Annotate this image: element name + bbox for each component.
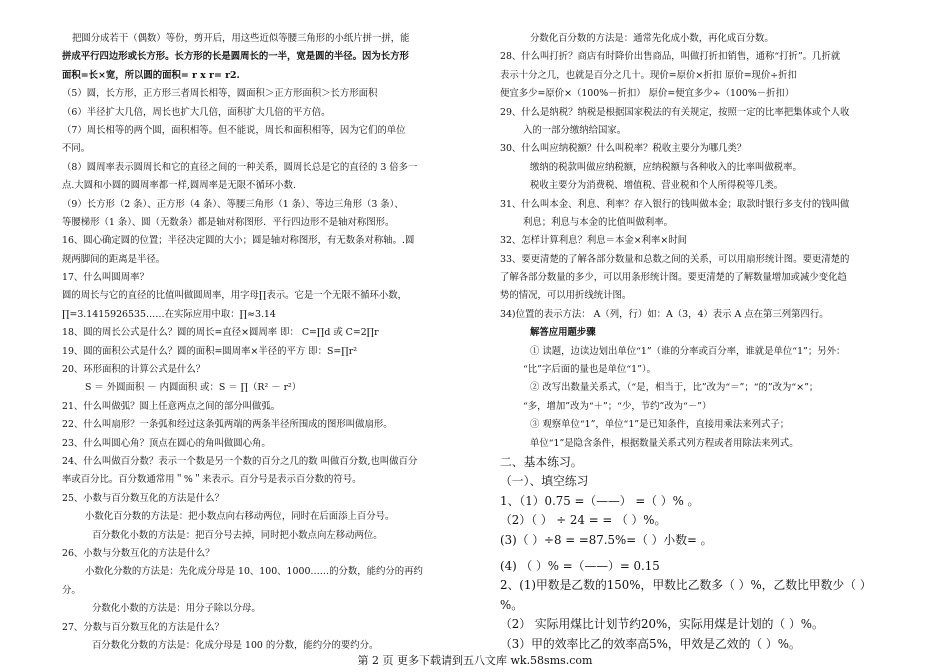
right-column-line-16: 34)位置的表示方法： A（列，行）如：A（3，4）表示 A 点在第三列第四行。 <box>500 308 829 320</box>
left-column-line-30: 小数化分数的方法是：先化成分母是 10、100、1000……的分数，能约分的再约 <box>85 566 423 578</box>
left-column-line-29: 26、小数与分数互化的方法是什么？ <box>62 547 215 559</box>
left-column-line-19: 20、环形面积的计算公式是什么？ <box>62 364 206 376</box>
left-column-line-24: 24、什么叫做百分数？表示一个数是另一个数的百分之几的数 叫做百分数,也叫做百分 <box>62 455 418 467</box>
right-column <box>500 30 900 654</box>
right-column-line-24: 二、基本练习。 <box>500 454 583 469</box>
left-column-line-9: 点.大圆和小圆的圆周率都一样,圆周率是无限不循环小数. <box>62 180 296 192</box>
left-column-line-32: 分数化小数的方法是：用分子除以分母。 <box>92 603 261 615</box>
right-column-line-27: （2）（ ） ÷ 24 = = （ ）%。 <box>500 513 667 528</box>
left-column-line-3: 面积=长×宽，所以圆的面积= r x r= r2. <box>62 69 240 81</box>
right-column-line-2: 28、什么叫打折？商店有时降价出售商品，叫做打折扣销售，通称“打折”。几折就 <box>500 51 841 63</box>
left-column-line-1: 把圆分成若干（偶数）等份，剪开后，用这些近似等腰三角形的小纸片拼一拼，能 <box>72 33 410 44</box>
right-column-line-14: 了解各部分数量的多少，可以用条形统计图。要更清楚的了解数量增加或减少变化趋 <box>500 272 847 284</box>
right-column-line-19: “比”字后面的量也是单位“1”）。 <box>523 364 656 376</box>
right-column-line-21: “多，增加”改为“＋”；“少，节约”改为“－”） <box>523 400 712 412</box>
right-column-line-33: （2） 实际用煤比计划节约20%，实际用煤是计划的（ ）%。 <box>500 617 824 632</box>
left-column-line-34: 百分数化分数的方法是：化成分母是 100 的分数，能约分的要约分。 <box>92 639 379 651</box>
right-column-line-10: 31、什么叫本金、利息、利率？存入银行的钱叫做本金；取款时银行多支付的钱叫做 <box>500 198 850 210</box>
right-column-line-20: ② 改写出数量关系式，（“是，相当于，比”改为“＝”；“的”改为“×”； <box>530 382 819 394</box>
right-column-line-31: 2、(1)甲数是乙数的150%，甲数比乙数多（ ）%，乙数比甲数少（ ） <box>500 578 872 593</box>
right-column-line-9: 税收主要分为消费税、增值税、营业税和个人所得税等几类。 <box>530 180 784 192</box>
left-column-line-12: 16、圆心确定圆的位置；半径决定圆的大小；圆是轴对称图形，有无数条对称轴。.圆 <box>62 235 415 247</box>
left-column <box>62 30 450 655</box>
left-column-line-13: 规两脚间的距离是半径。 <box>62 253 166 265</box>
left-column-line-20: S ＝ 外圆面积 － 内圆面积 或：S ＝ ∏（R² － r²） <box>85 382 302 394</box>
right-column-line-23: 单位“1”是隐含条件，根据数量关系式列方程或者用除法来列式。 <box>530 437 799 449</box>
right-column-line-29 <box>500 550 900 557</box>
left-column-line-27: 小数化百分数的方法是：把小数点向右移动两位，同时在后面添上百分号。 <box>85 511 395 523</box>
left-column-line-10: （9）长方形（2 条）、正方形（4 条）、等腰三角形（1 条）、等边三角形（3 条）、 <box>62 198 404 210</box>
left-column-line-16: ∏=3.1415926535……在实际应用中取：∏≈3.14 <box>62 308 276 320</box>
right-column-line-8: 缴纳的税款叫做应纳税额，应纳税额与各种收入的比率叫做税率。 <box>530 161 802 173</box>
left-column-line-2: 拼成平行四边形或长方形。长方形的长是圆周长的一半，宽是圆的半径。因为长方形 <box>62 51 409 63</box>
right-column-line-30: (4) （ ）% =（——）= 0.15 <box>500 558 660 573</box>
right-column-line-26: 1、（1）0.75 =（——） =（ ）% 。 <box>500 493 700 508</box>
right-column-line-34: （3）甲的效率比乙的效率高5%，甲效是乙效的（ ）%。 <box>500 636 801 651</box>
left-column-line-15: 圆的周长与它的直径的比值叫做圆周率，用字母∏表示。它是一个无限不循环小数， <box>62 290 407 302</box>
right-column-line-3: 表示十分之几，也就是百分之几十。现价=原价×折扣 原价=现价÷折扣 <box>500 69 797 81</box>
right-column-line-12: 32、怎样计算利息？利息＝本金×利率×时间 <box>500 235 688 247</box>
left-column-line-14: 17、什么叫圆周率？ <box>62 272 149 284</box>
left-column-line-31: 分。 <box>62 584 81 596</box>
right-column-line-18: ① 读题，边读边划出单位“1”（谁的分率或百分率，谁就是单位“1”；另外： <box>530 345 846 357</box>
right-column-line-15: 势的情况，可以用折线统计图。 <box>500 290 632 302</box>
page-footer: 第 2 页 更多下载请到五八文库 wk.58sms.com <box>357 654 593 667</box>
right-column-line-11: 利息；利息与本金的比值叫做利率。 <box>523 216 674 228</box>
left-column-line-25: 率或百分比。百分数通常用＂%＂来表示。百分号是表示百分数的符号。 <box>62 474 362 486</box>
right-column-line-7: 30、什么叫应纳税额？什么叫税率？税收主要分为哪几类？ <box>500 143 747 155</box>
left-column-line-7: 不同。 <box>62 143 91 155</box>
left-column-line-21: 21、什么叫做弧？圆上任意两点之间的部分叫做弧。 <box>62 400 281 412</box>
right-column-line-5: 29、什么是纳税？纳税是根据国家税法的有关规定，按照一定的比率把集体或个人收 <box>500 106 850 118</box>
right-column-line-1: 分数化百分数的方法是：通常先化成小数，再化成百分数。 <box>530 33 774 44</box>
right-column-line-17: 解答应用题步骤 <box>530 327 596 339</box>
left-column-line-17: 18、圆的周长公式是什么？圆的周长=直径×圆周率 即： C=∏d 或 C=2∏r <box>62 327 379 339</box>
left-column-line-23: 23、什么叫圆心角？顶点在圆心的角叫做圆心角。 <box>62 437 271 449</box>
right-column-line-32: %。 <box>500 597 524 612</box>
left-column-line-26: 25、小数与百分数互化的方法是什么？ <box>62 492 224 504</box>
left-column-line-6: （7）周长相等的两个圆，面积相等。但不能说，周长和面积相等，因为它们的单位 <box>62 124 406 136</box>
right-column-line-28: (3)（ ）÷8 = =87.5%=（ ）小数= 。 <box>500 532 713 547</box>
right-column-line-4: 便宜多少=原价×（100%－折扣） 原价=便宜多少÷（100%－折扣） <box>500 88 795 100</box>
left-column-line-5: （6）半径扩大几倍，周长也扩大几倍，面积扩大几倍的平方倍。 <box>62 106 331 118</box>
left-column-line-28: 百分数化小数的方法是：把百分号去掉，同时把小数点向左移动两位。 <box>92 529 383 541</box>
left-column-line-33: 27、分数与百分数互化的方法是什么？ <box>62 621 224 633</box>
left-column-line-11: 等腰梯形（1 条）、圆（无数条）都是轴对称图形．平行四边形不是轴对称图形。 <box>62 216 395 228</box>
left-column-line-18: 19、圆的面积公式是什么？圆的面积=圆周率×半径的平方 即：S=∏r² <box>62 345 357 357</box>
left-column-line-8: （8）圆周率表示圆周长和它的直径之间的一种关系，圆周长总是它的直径的 3 倍多一 <box>62 161 418 173</box>
right-column-line-6: 入的一部分缴纳给国家。 <box>523 124 627 136</box>
left-column-line-4: （5）圆，长方形，正方形三者周长相等，圆面积＞正方形面积＞长方形面积 <box>62 88 378 100</box>
right-column-line-13: 33、要更清楚的了解各部分数量和总数之间的关系，可以用扇形统计图。要更清楚的 <box>500 253 850 265</box>
right-column-line-25: （一）、填空练习 <box>500 474 589 489</box>
left-column-line-22: 22、什么叫扇形？一条弧和经过这条弧两端的两条半径所围成的图形叫做扇形。 <box>62 419 393 431</box>
right-column-line-22: ③ 观察单位“1”，单位“1”是已知条件，直接用乘法来列式子； <box>530 419 790 431</box>
